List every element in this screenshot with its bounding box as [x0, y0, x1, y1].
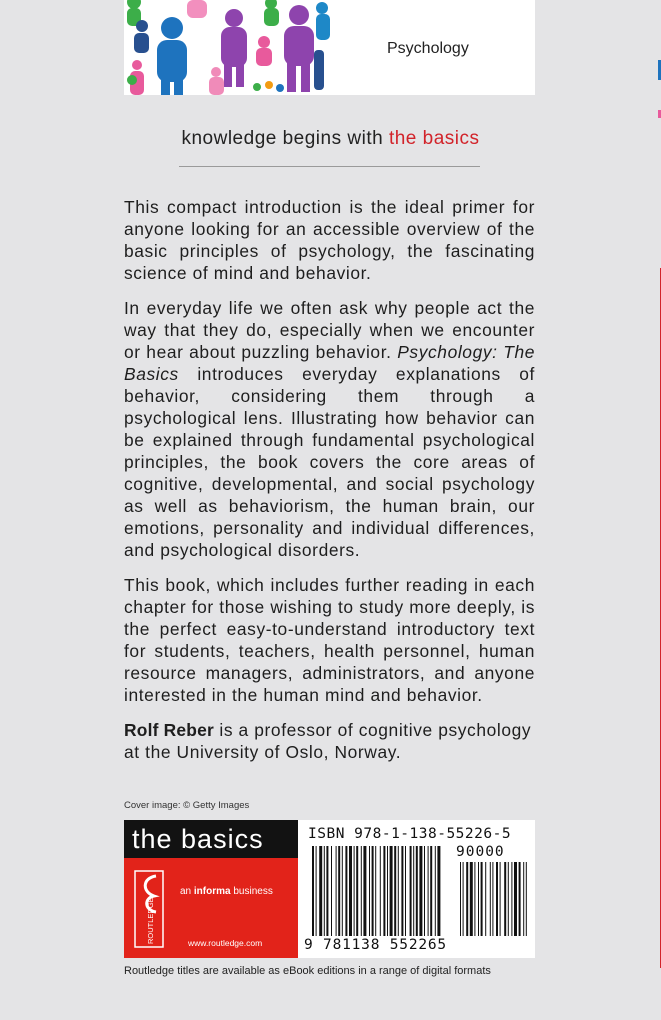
barcode-bar [390, 846, 393, 936]
price-barcode-bar [474, 862, 475, 936]
price-barcode-bar [492, 862, 493, 936]
book-title-italic: Psychology: The Basics [124, 342, 535, 384]
barcode-bar [380, 846, 381, 936]
barcode-bar [410, 846, 412, 936]
price-barcode-bar [485, 862, 486, 936]
barcode-bar [342, 846, 343, 936]
price-barcode-bar [463, 862, 464, 936]
price-barcode-bar [496, 862, 498, 936]
price-barcode-bar [526, 862, 527, 936]
tagline-prefix: knowledge begins with [181, 128, 389, 149]
tagline-divider [179, 166, 480, 167]
barcode-bar [361, 846, 362, 936]
price-barcode-bar [519, 862, 521, 936]
routledge-logo-text: ROUTLEDGE [146, 897, 155, 944]
isbn-text: ISBN 978-1-138-55226-5 [308, 826, 512, 842]
price-barcode-bar [523, 862, 524, 936]
barcode-bar [372, 846, 374, 936]
barcode-number: 9 781138 552265 [304, 937, 447, 953]
barcode-bar [336, 846, 337, 936]
barcode-bar [338, 846, 340, 936]
barcode-bar [394, 846, 396, 936]
barcode-bar [424, 846, 425, 936]
routledge-logo [134, 870, 164, 948]
price-barcode-bar [511, 862, 512, 936]
blurb-paragraph-1: This compact introduction is the ideal primer for anyone looking for an accessible overview of the basic principles of psychology, the fascinating science of mind and behavior. [124, 197, 535, 283]
barcode-bar [375, 846, 376, 936]
barcode-bar [383, 846, 385, 936]
informa-line: an informa business [180, 886, 273, 897]
price-barcode-bar [514, 862, 517, 936]
barcode-bar [363, 846, 366, 936]
blurb-paragraph-2 [124, 297, 535, 561]
price-barcode-bar [504, 862, 506, 936]
author-bio-text: is a professor of cognitive psychology at the University of Oslo, Norway. [124, 720, 532, 762]
cover-credit: Cover image: © Getty Images [124, 800, 250, 811]
barcode-bar [324, 846, 325, 936]
price-barcode-bar [508, 862, 509, 936]
barcode-bar [356, 846, 358, 936]
publisher-website: www.routledge.com [188, 938, 263, 948]
barcode-bar [349, 846, 352, 936]
category-label: Psychology [387, 40, 469, 57]
barcode-bar [387, 846, 388, 936]
back-cover-blurb [124, 196, 535, 776]
barcode-bar [319, 846, 322, 936]
blurb-paragraph-3: This book, which includes further reading in each chapter for those wishing to study more deeply, is the perfect easy-to-understand introductory text for students, teachers, health personnel, human resource managers, administrators, and anyone interested in the human mind and behavior. [124, 575, 535, 705]
barcode-bar [413, 846, 414, 936]
price-barcode-bar [466, 862, 468, 936]
barcode-bar [316, 846, 317, 936]
price-barcode-bar [490, 862, 491, 936]
cover-top-banner [124, 0, 535, 95]
barcode-bar [435, 846, 436, 936]
publisher-panel [124, 858, 298, 958]
price-barcode-bar [481, 862, 483, 936]
barcode-bar [437, 846, 440, 936]
barcode-bar [416, 846, 418, 936]
barcode-bar [345, 846, 347, 936]
author-name: Rolf Reber [124, 720, 214, 740]
barcode-bar [369, 846, 370, 936]
ebook-note: Routledge titles are available as eBook editions in a range of digital formats [124, 965, 491, 977]
price-barcode-bar [500, 862, 501, 936]
series-box [124, 820, 298, 958]
tagline-accent: the basics [388, 128, 480, 149]
price-barcode-bar [478, 862, 479, 936]
barcode-panel [298, 820, 535, 958]
blurb-p2-end: introduces everyday explanations of behavior, considering them through a psychological lens. Illustrating how behavior can be explained through fundamental psychological principles, the book covers the core areas of cognitive, developmental, and social psychology as well as behaviorism, the human brain, our emotions, personality and individual differences, and psychological disorders. [124, 364, 535, 560]
barcode-bar [401, 846, 403, 936]
barcode-bar [398, 846, 399, 936]
series-tagline [0, 128, 661, 150]
barcode-bar [405, 846, 406, 936]
people-illustration [124, 0, 330, 95]
blurb-p2-start: In everyday life we often ask why people act the way that they do, especially when we encounter or hear about puzzling behavior. [124, 298, 535, 362]
author-bio [124, 719, 535, 763]
barcode-bar [312, 846, 314, 936]
barcode-bar [430, 846, 432, 936]
barcode-bar [326, 846, 328, 936]
barcode-bar [419, 846, 422, 936]
price-code: 90000 [456, 844, 505, 860]
price-barcode-bar [470, 862, 473, 936]
price-barcode-bar [460, 862, 461, 936]
barcode-bar [331, 846, 332, 936]
barcode-bar [354, 846, 355, 936]
series-name: the basics [124, 820, 298, 858]
barcode-bar [428, 846, 429, 936]
